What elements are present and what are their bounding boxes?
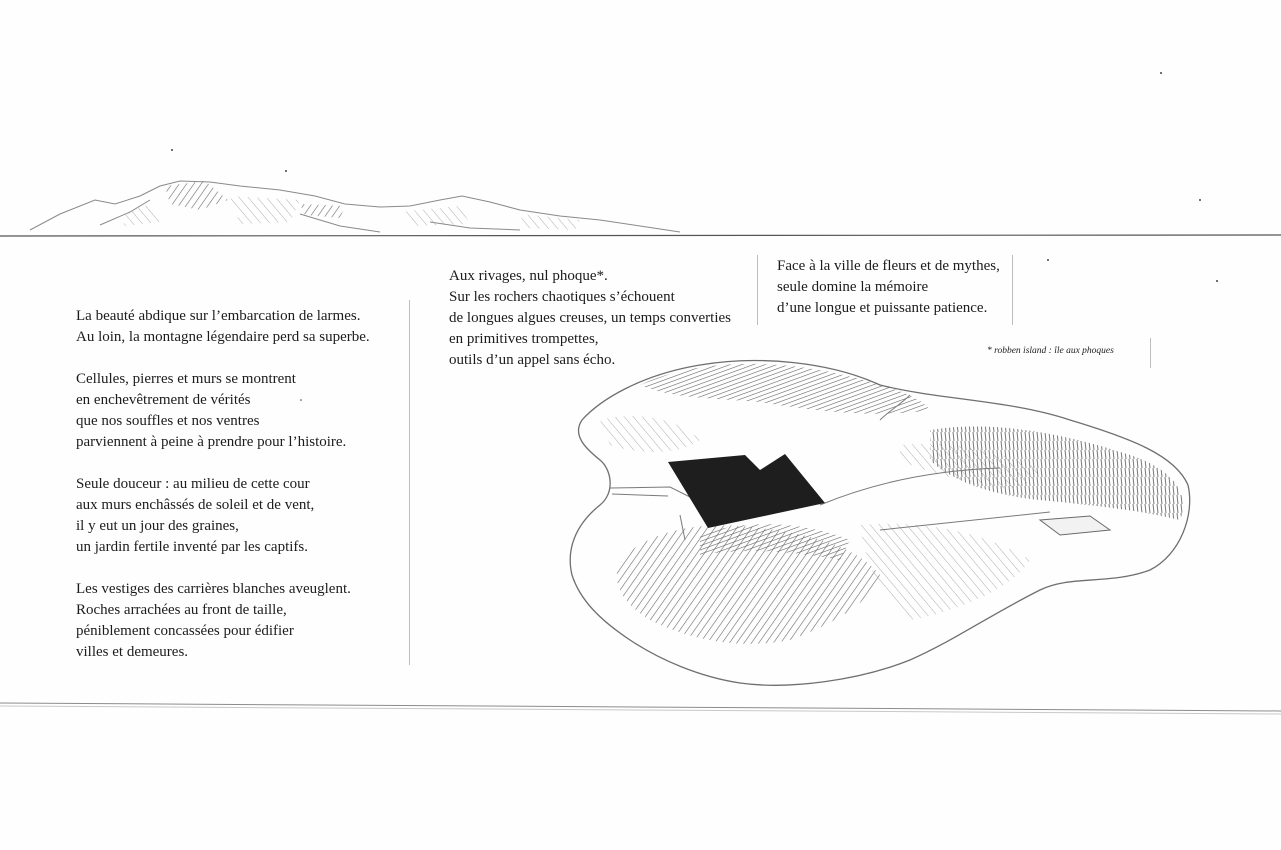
island-drawing xyxy=(570,361,1189,686)
poem-line: Les vestiges des carrières blanches aveuglent. xyxy=(76,581,351,597)
column-divider-left xyxy=(409,300,410,665)
footnote-divider xyxy=(1150,338,1151,368)
prison-building xyxy=(668,454,825,528)
poem-line: Face à la ville de fleurs et de mythes, xyxy=(777,258,1000,274)
poem-line: villes et demeures. xyxy=(76,644,189,660)
poem-line: seule domine la mémoire xyxy=(777,279,929,295)
poem-line: parviennent à peine à prendre pour l’histoire. xyxy=(76,434,347,450)
stanza xyxy=(449,266,731,371)
footnote: * robben island : île aux phoques xyxy=(987,346,1114,356)
poem-line: en enchevêtrement de vérités xyxy=(76,392,251,408)
stanza xyxy=(76,369,370,453)
poem-line: il y eut un jour des graines, xyxy=(76,518,239,534)
poem-line: Seule douceur : au milieu de cette cour xyxy=(76,476,310,492)
stanza xyxy=(777,256,1000,319)
poem-line: en primitives trompettes, xyxy=(449,331,599,347)
poem-line: Cellules, pierres et murs se montrent xyxy=(76,371,296,387)
poem-line: de longues algues creuses, un temps converties xyxy=(449,310,732,326)
poem-line: Sur les rochers chaotiques s’échouent xyxy=(449,289,675,305)
poem-line: d’une longue et puissante patience. xyxy=(777,300,988,316)
mountain-shading xyxy=(120,181,580,230)
poem-line: Aux rivages, nul phoque*. xyxy=(449,268,608,284)
column-divider-middle xyxy=(757,255,758,325)
poem-line: péniblement concassées pour édifier xyxy=(76,623,294,639)
poem-line: que nos souffles et nos ventres xyxy=(76,413,260,429)
stanza xyxy=(76,474,370,558)
poem-right xyxy=(777,256,1000,340)
poem-left xyxy=(76,306,370,684)
poem-line: La beauté abdique sur l’embarcation de larmes. xyxy=(76,308,361,324)
poem-line: outils d’un appel sans écho. xyxy=(449,352,616,368)
column-divider-right xyxy=(1012,255,1013,325)
poem-middle xyxy=(449,266,731,392)
poem-line: Roches arrachées au front de taille, xyxy=(76,602,287,618)
horizon-line xyxy=(0,235,1281,236)
poem-line: Au loin, la montagne légendaire perd sa superbe. xyxy=(76,329,370,345)
poem-line: aux murs enchâssés de soleil et de vent, xyxy=(76,497,315,513)
poem-line: un jardin fertile inventé par les captifs. xyxy=(76,539,308,555)
stanza xyxy=(76,306,370,348)
stanza xyxy=(76,579,370,663)
